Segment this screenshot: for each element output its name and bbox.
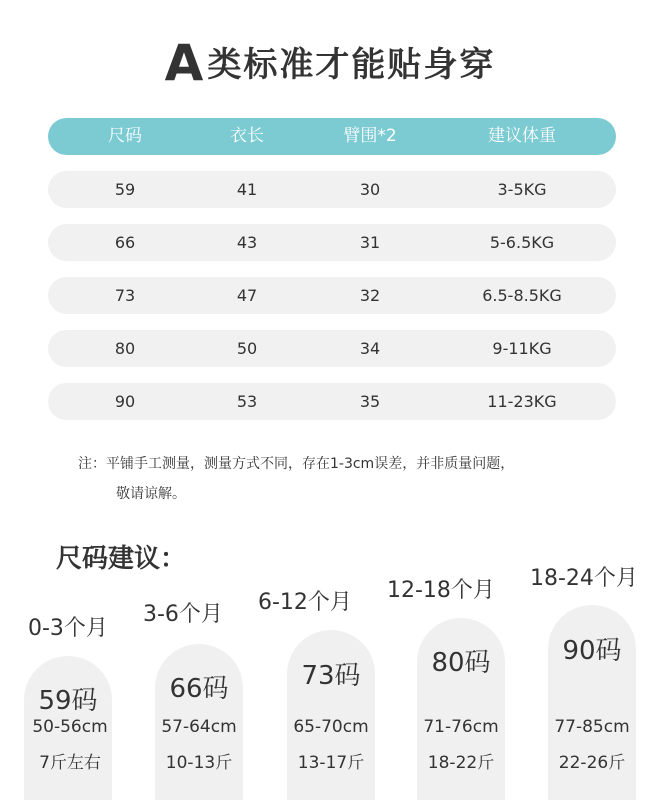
table-row <box>48 383 616 420</box>
header-size: 尺码 <box>108 126 142 146</box>
cell-size: 59 <box>114 180 136 199</box>
cell-length: 41 <box>236 180 258 199</box>
size-weight: 22-26斤 <box>558 753 626 773</box>
cell-arm: 31 <box>359 233 381 252</box>
note-line-1: 注：平铺手工测量，测量方式不同，存在1-3cm误差，并非质量问题， <box>78 456 515 472</box>
size-name: 66码 <box>169 674 229 704</box>
cell-length: 50 <box>236 339 258 358</box>
table-row <box>48 330 616 367</box>
title-text: 类标准才能贴身穿 <box>207 45 496 85</box>
size-weight: 18-22斤 <box>427 753 495 773</box>
cell-size: 73 <box>114 286 136 305</box>
cell-arm: 34 <box>359 339 381 358</box>
size-height: 57-64cm <box>161 717 237 737</box>
size-name: 80码 <box>431 648 491 678</box>
cell-length: 47 <box>236 286 258 305</box>
header-weight: 建议体重 <box>488 126 556 146</box>
title-letter: A <box>164 34 206 92</box>
cell-length: 53 <box>236 392 258 411</box>
cell-size: 90 <box>114 392 136 411</box>
size-height: 77-85cm <box>554 717 630 737</box>
table-header <box>48 118 616 155</box>
note-line-2: 敬请谅解。 <box>116 486 186 502</box>
cell-arm: 32 <box>359 286 381 305</box>
size-height: 50-56cm <box>32 717 108 737</box>
age-label: 12-18个月 <box>387 578 495 603</box>
age-label: 6-12个月 <box>258 590 352 615</box>
age-label: 18-24个月 <box>530 566 638 591</box>
age-label: 0-3个月 <box>28 616 108 641</box>
cell-size: 66 <box>114 233 136 252</box>
table-row <box>48 171 616 208</box>
advice-title: 尺码建议： <box>56 544 187 574</box>
cell-weight: 9-11KG <box>492 339 552 358</box>
cell-length: 43 <box>236 233 258 252</box>
size-name: 59码 <box>38 686 98 716</box>
age-label: 3-6个月 <box>143 602 223 627</box>
cell-arm: 30 <box>359 180 381 199</box>
cell-weight: 5-6.5KG <box>489 233 555 252</box>
size-height: 71-76cm <box>423 717 499 737</box>
size-height: 65-70cm <box>293 717 369 737</box>
cell-size: 80 <box>114 339 136 358</box>
table-row <box>48 224 616 261</box>
cell-weight: 11-23KG <box>487 392 557 411</box>
header-length: 衣长 <box>230 126 264 146</box>
header-arm: 臂围*2 <box>343 126 397 146</box>
size-weight: 7斤左右 <box>39 753 101 773</box>
page-title <box>0 34 660 92</box>
size-name: 90码 <box>562 636 622 666</box>
cell-weight: 3-5KG <box>497 180 547 199</box>
size-name: 73码 <box>301 661 361 691</box>
table-row <box>48 277 616 314</box>
cell-arm: 35 <box>359 392 381 411</box>
size-weight: 13-17斤 <box>297 753 365 773</box>
cell-weight: 6.5-8.5KG <box>482 286 562 305</box>
size-weight: 10-13斤 <box>165 753 233 773</box>
